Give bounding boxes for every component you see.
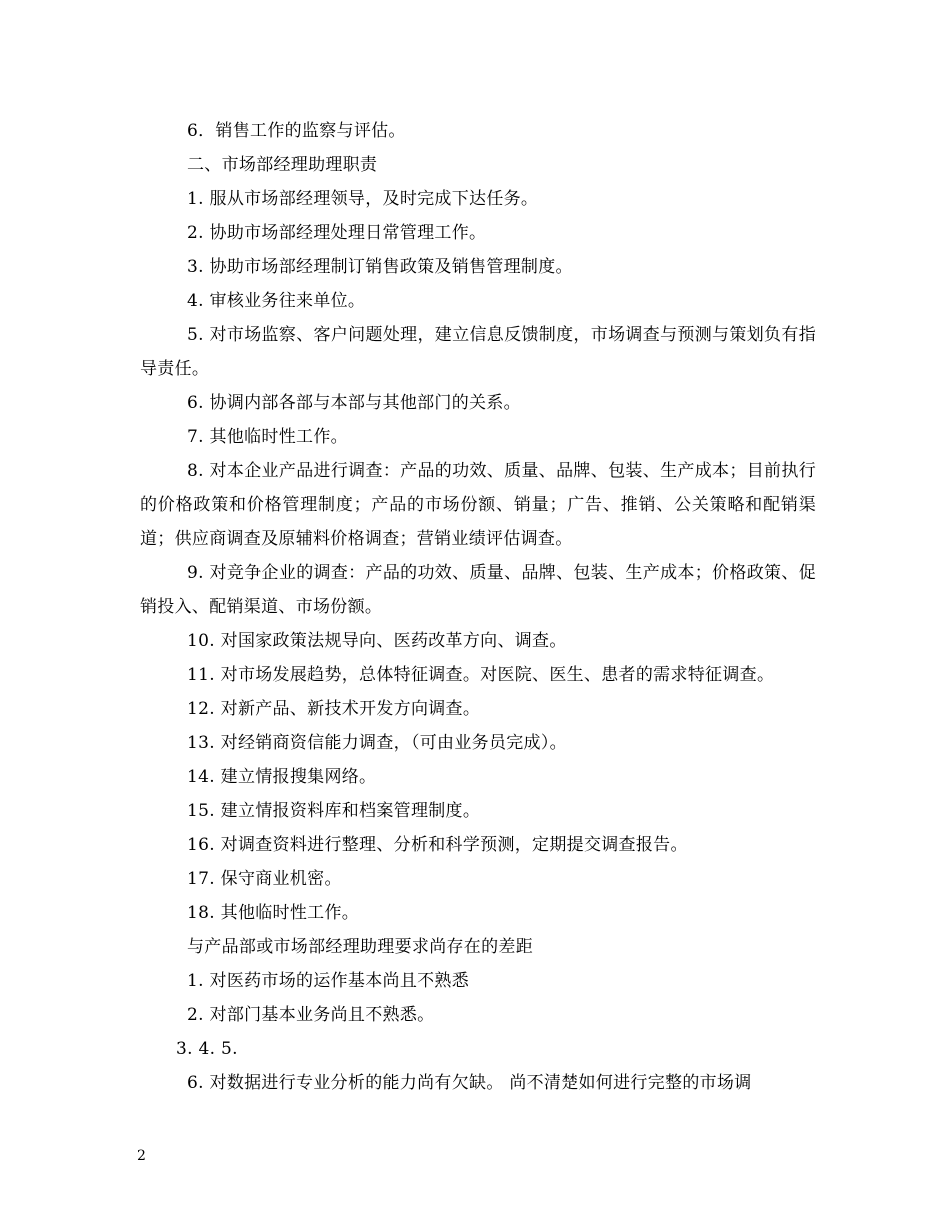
section-heading-assistant-duties: 二、市场部经理助理职责 bbox=[187, 155, 378, 175]
duty-item-7: 7. 其他临时性工作。 bbox=[187, 427, 348, 447]
gap-items-3-5: 3. 4. 5. bbox=[176, 1039, 238, 1059]
duty-item-9: 9. 对竞争企业的调查：产品的功效、质量、品牌、包装、生产成本；价格政策、促销投入、配销渠道、市场份额。 bbox=[140, 563, 816, 617]
gap-item-1: 1. 对医药市场的运作基本尚且不熟悉 bbox=[187, 971, 470, 991]
duty-item-18: 18. 其他临时性工作。 bbox=[187, 903, 360, 923]
duty-item-12: 12. 对新产品、新技术开发方向调查。 bbox=[187, 699, 481, 719]
duty-item-4: 4. 审核业务往来单位。 bbox=[187, 291, 366, 311]
duty-item-3: 3. 协助市场部经理制订销售政策及销售管理制度。 bbox=[187, 257, 573, 277]
duty-item-8: 8. 对本企业产品进行调查：产品的功效、质量、品牌、包装、生产成本；目前执行的价格政策和价格管理制度；产品的市场份额、销量；广告、推销、公关策略和配销渠道；供应商调查及原辅料价格调查；营销业绩评估调查。 bbox=[140, 461, 816, 549]
paragraph-sales-evaluation: 6．销售工作的监察与评估。 bbox=[187, 121, 406, 141]
duty-item-5: 5. 对市场监察、客户问题处理，建立信息反馈制度，市场调查与预测与策划负有指导责任。 bbox=[140, 325, 816, 379]
duty-item-1: 1. 服从市场部经理领导，及时完成下达任务。 bbox=[187, 189, 539, 209]
duty-item-13: 13. 对经销商资信能力调查，（可由业务员完成）。 bbox=[187, 733, 567, 753]
duty-item-10: 10. 对国家政策法规导向、医药改革方向、调查。 bbox=[187, 631, 567, 651]
duty-item-6: 6. 协调内部各部与本部与其他部门的关系。 bbox=[187, 393, 521, 413]
page-number: 2 bbox=[137, 1148, 146, 1164]
duty-item-11: 11. 对市场发展趋势，总体特征调查。对医院、医生、患者的需求特征调查。 bbox=[187, 665, 775, 685]
section-heading-gaps: 与产品部或市场部经理助理要求尚存在的差距 bbox=[187, 937, 533, 957]
duty-item-14: 14. 建立情报搜集网络。 bbox=[187, 767, 377, 787]
duty-item-2: 2. 协助市场部经理处理日常管理工作。 bbox=[187, 223, 487, 243]
duty-item-17: 17. 保守商业机密。 bbox=[187, 869, 342, 889]
gap-item-2: 2. 对部门基本业务尚且不熟悉。 bbox=[187, 1005, 435, 1025]
duty-item-15: 15. 建立情报资料库和档案管理制度。 bbox=[187, 801, 481, 821]
duty-item-16: 16. 对调查资料进行整理、分析和科学预测，定期提交调查报告。 bbox=[187, 835, 688, 855]
document-body bbox=[140, 114, 816, 1100]
gap-item-6: 6. 对数据进行专业分析的能力尚有欠缺。 尚不清楚如何进行完整的市场调 bbox=[187, 1073, 752, 1093]
